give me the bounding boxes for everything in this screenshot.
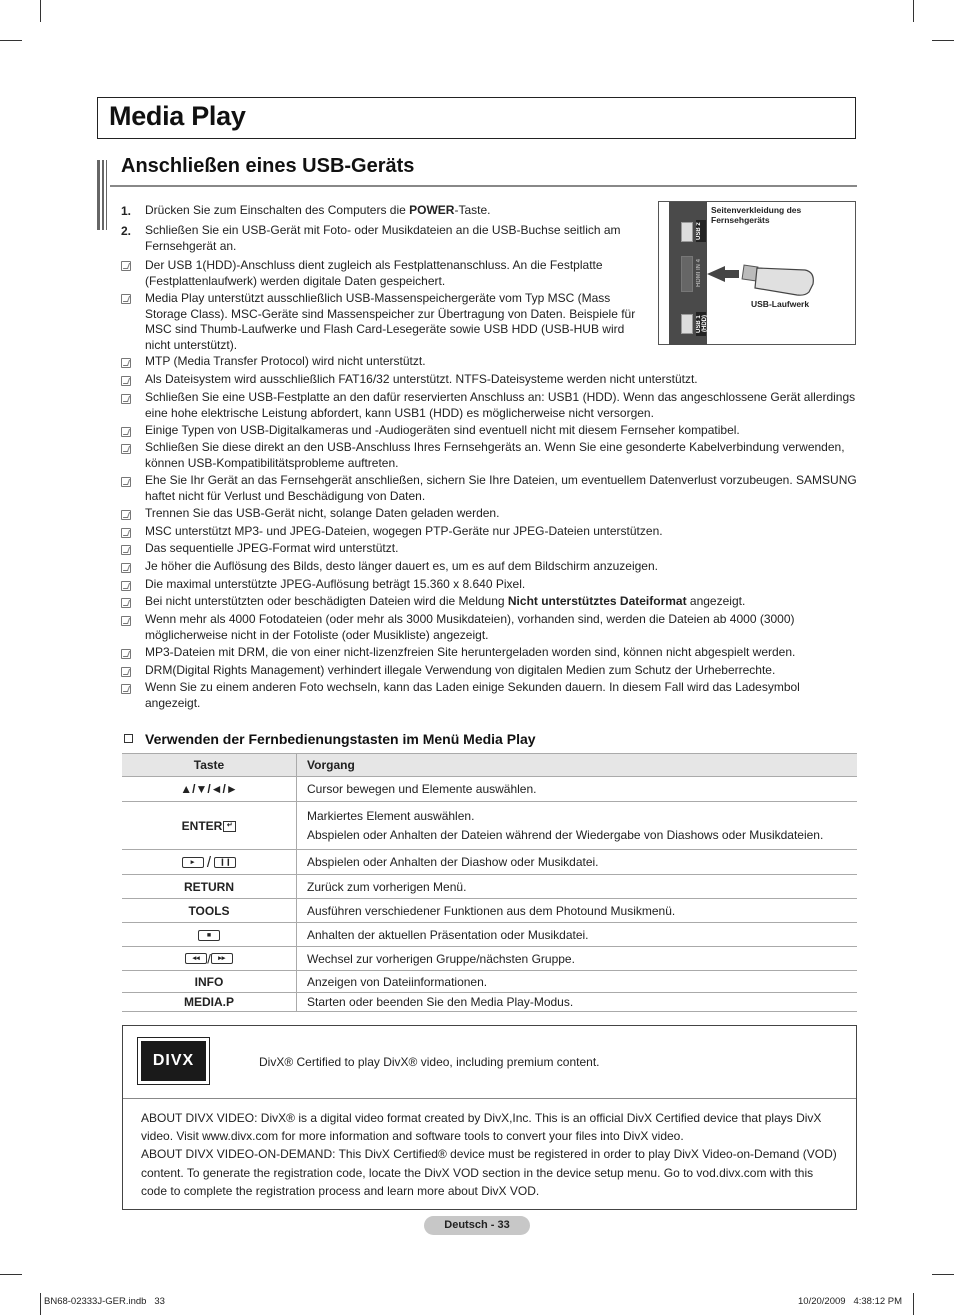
page-title: Media Play <box>109 101 246 131</box>
hdmi-port-label: HDMI IN 4 <box>696 254 706 292</box>
divx-certification-text: DivX® Certified to play DivX® video, including premium content. <box>259 1055 600 1069</box>
key-rew-ff: ◂◂ / ▸▸ <box>122 947 297 971</box>
action-text: Markiertes Element auswählen. Abspielen oder Anhalten der Dateien während der Wiedergabe von Diashows oder Musikdateien. <box>297 802 858 850</box>
remote-keys-table <box>122 753 857 1012</box>
crop-mark <box>913 0 914 22</box>
table-row <box>122 899 857 923</box>
table-row <box>122 947 857 971</box>
note-text: MP3-Dateien mit DRM, die von einer nicht-lizenzfreien Site heruntergeladen worden sind, können nicht abgespielt werden. <box>145 645 796 659</box>
action-text: Zurück zum vorherigen Menü. <box>297 875 858 899</box>
key-info: INFO <box>122 971 297 993</box>
note-text: MSC unterstützt MP3- und JPEG-Dateien, wogegen PTP-Geräte nur JPEG-Dateien unterstützen. <box>145 524 663 538</box>
note-text: Schließen Sie eine USB-Festplatte an den dafür reservierten Anschluss an: USB1 (HDD). Wenn das angeschlossene Gerät allerdings eine hohe elektrische Leistung abfordert, kann USB1 (HDD) es möglicherweise nicht versorgen. <box>145 390 856 420</box>
note-icon <box>121 616 131 626</box>
note-text: Der USB 1(HDD)-Anschluss dient zugleich als Festplattenanschluss. An die Festplatte (Festplattenlaufwerk) werden digitale Daten gespeichert. <box>145 258 603 288</box>
usb-drive-label: USB-Laufwerk <box>751 299 810 309</box>
crop-mark <box>932 40 954 41</box>
usb-connection-figure <box>658 201 856 345</box>
table-row <box>122 850 857 875</box>
note-text: DRM(Digital Rights Management) verhindert illegale Verwendung von digitalen Medien zum Schutz der Urheberrechte. <box>145 663 776 677</box>
action-text: Anzeigen von Dateiinformationen. <box>297 971 858 993</box>
step-text: Schließen Sie ein USB-Gerät mit Foto- oder Musikdateien an die USB-Buchse seitlich am Fernsehgerät an. <box>145 223 621 253</box>
action-text: Cursor bewegen und Elemente auswählen. <box>297 777 858 802</box>
usb2-port <box>681 222 693 242</box>
note-text: Als Dateisystem wird ausschließlich FAT16/32 unterstützt. NTFS-Dateisysteme werden nicht unterstützt. <box>145 372 698 386</box>
step-number: 2. <box>121 224 132 238</box>
note-icon <box>121 545 131 555</box>
key-play-pause: ▸ / ❙❙ <box>122 850 297 875</box>
note-icon <box>121 358 131 368</box>
note-icon <box>121 261 131 271</box>
note-icon <box>121 667 131 677</box>
key-enter: ENTER ↵ <box>122 802 297 850</box>
note-text: Die maximal unterstützte JPEG-Auflösung beträgt 15.360 x 8.640 Pixel. <box>145 577 526 591</box>
fast-forward-icon: ▸▸ <box>211 953 233 964</box>
key-arrows: ▲/▼/◄/► <box>122 777 297 802</box>
section-rule <box>110 185 857 187</box>
crop-mark <box>0 40 22 41</box>
note-icon <box>121 563 131 573</box>
note-text: Wenn Sie zu einem anderen Foto wechseln, kann das Laden einige Sekunden dauern. In diesem Fall wird das Ladesymbol angezeigt. <box>145 680 800 710</box>
page-number-pill: Deutsch - 33 <box>424 1216 530 1235</box>
action-text: Anhalten der aktuellen Präsentation oder Musikdatei. <box>297 923 858 947</box>
usb2-port-label: USB 2 <box>696 220 706 242</box>
note-icon <box>121 444 131 454</box>
note-text: Das sequentielle JPEG-Format wird unterstützt. <box>145 541 399 555</box>
note-icon <box>121 394 131 404</box>
col-header-action: Vorgang <box>297 754 858 777</box>
step-text: Drücken Sie zum Einschalten des Computers die POWER-Taste. <box>145 203 491 217</box>
note-icon <box>121 510 131 520</box>
note-text: Media Play unterstützt ausschließlich USB-Massenspeichergeräte vom Typ MSC (Mass Storage Class). MSC-Geräte sind Massenspeicher zur Übertragung von Daten. Beispiele für MSC sind Thumb-Laufwerke und Flash Card-Lesegeräte sowie USB HDD (USB-HUB wird nicht unterstützt). <box>145 291 636 352</box>
note-text: Wenn mehr als 4000 Fotodateien (oder mehr als 3000 Musikdateien), vorhanden sind, werden die Dateien ab 4000 (3000) möglicherweise nicht in der Fotoliste (oder Musikliste) angezeigt. <box>145 612 795 642</box>
note-text: Trennen Sie das USB-Gerät nicht, solange Daten geladen werden. <box>145 506 500 520</box>
usb-drive-illustration <box>705 262 817 302</box>
key-return: RETURN <box>122 875 297 899</box>
pause-icon: ❙❙ <box>214 857 236 868</box>
note-text: Bei nicht unterstützten oder beschädigten Dateien wird die Meldung Nicht unterstütztes Dateiformat angezeigt. <box>145 594 746 608</box>
note-text: Einige Typen von USB-Digitalkameras und -Audiogeräten sind eventuell nicht mit diesem Fernseher kompatibel. <box>145 423 740 437</box>
note-icon <box>121 684 131 694</box>
section-title: Anschließen eines USB-Geräts <box>121 155 415 177</box>
note-icon <box>121 427 131 437</box>
footer-date: 10/20/2009 4:38:12 PM <box>798 1296 903 1307</box>
note-icon <box>121 376 131 386</box>
table-row <box>122 971 857 993</box>
table-row <box>122 875 857 899</box>
note-icon <box>121 294 131 304</box>
crop-mark <box>932 1274 954 1275</box>
table-row <box>122 777 857 802</box>
note-icon <box>121 477 131 487</box>
divx-divider <box>123 1098 856 1099</box>
note-text: Je höher die Auflösung des Bilds, desto länger dauert es, um es auf dem Bildschirm anzuzeigen. <box>145 559 658 573</box>
note-text: MTP (Media Transfer Protocol) wird nicht unterstützt. <box>145 354 426 368</box>
divx-logo: DIVX <box>137 1037 210 1085</box>
arrow-icon <box>707 266 739 282</box>
page-title-box <box>97 97 856 139</box>
checkbox-square-icon <box>124 734 133 743</box>
usb1-port-label: USB 1 (HDD) <box>696 312 706 336</box>
note-icon <box>121 649 131 659</box>
crop-mark <box>40 0 41 22</box>
enter-icon: ↵ <box>223 821 236 832</box>
tv-side-label: Seitenverkleidung des Fernsehgeräts <box>711 205 802 225</box>
table-row <box>122 923 857 947</box>
rewind-icon: ◂◂ <box>185 953 207 964</box>
divx-about-text: ABOUT DIVX VIDEO: DivX® is a digital video format created by DivX,Inc. This is an official DivX Certified device that plays DivX video. Visit www.divx.com for more information and software tools to convert your files into DivX video. ABOUT DIVX VIDEO-ON-DEMAND: This DivX Certified® device must be registered in order to play DivX Video-on-Demand (VOD) content. To generate the registration code, locate the DivX VOD section in the device setup menu. Go to vod.divx.com with this code to complete the registration process and learn more about DivX VOD. <box>141 1111 837 1198</box>
key-media-p: MEDIA.P <box>122 993 297 1012</box>
crop-mark <box>913 1293 914 1315</box>
note-text: Schließen Sie diese direkt an den USB-Anschluss Ihres Fernsehgeräts an. Wenn Sie eine gesonderte Kabelverbindung verwenden, können USB-Kompatibilitätsprobleme auftreten. <box>145 440 845 470</box>
action-text: Abspielen oder Anhalten der Diashow oder Musikdatei. <box>297 850 858 875</box>
remote-keys-heading: Verwenden der Fernbedienungstasten im Menü Media Play <box>145 731 536 747</box>
section-bars <box>97 160 110 230</box>
crop-mark <box>40 1293 41 1315</box>
table-row <box>122 802 857 850</box>
col-header-key: Taste <box>122 754 297 777</box>
footer-file-name: BN68-02333J-GER.indb 33 <box>44 1296 165 1307</box>
hdmi-port <box>681 256 693 292</box>
key-stop <box>122 923 297 947</box>
action-text: Starten oder beenden Sie den Media Play-Modus. <box>297 993 858 1012</box>
action-text: Wechsel zur vorherigen Gruppe/nächsten Gruppe. <box>297 947 858 971</box>
action-text: Ausführen verschiedener Funktionen aus dem Photound Musikmenü. <box>297 899 858 923</box>
note-text: Ehe Sie Ihr Gerät an das Fernsehgerät anschließen, sichern Sie Ihre Dateien, um eventuellem Datenverlust vorzubeugen. SAMSUNG haftet nicht für Verlust und Beschädigung von Daten. <box>145 473 857 503</box>
table-row <box>122 993 857 1012</box>
play-icon: ▸ <box>182 857 204 868</box>
note-icon <box>121 528 131 538</box>
table-header-row <box>122 754 857 777</box>
step-number: 1. <box>121 204 132 218</box>
usb1-port <box>681 314 693 334</box>
key-tools: TOOLS <box>122 899 297 923</box>
note-icon <box>121 598 131 608</box>
tv-side-panel <box>669 202 707 345</box>
note-icon <box>121 581 131 591</box>
crop-mark <box>0 1274 22 1275</box>
stop-icon: ■ <box>198 930 220 941</box>
divx-info-box <box>122 1025 857 1210</box>
